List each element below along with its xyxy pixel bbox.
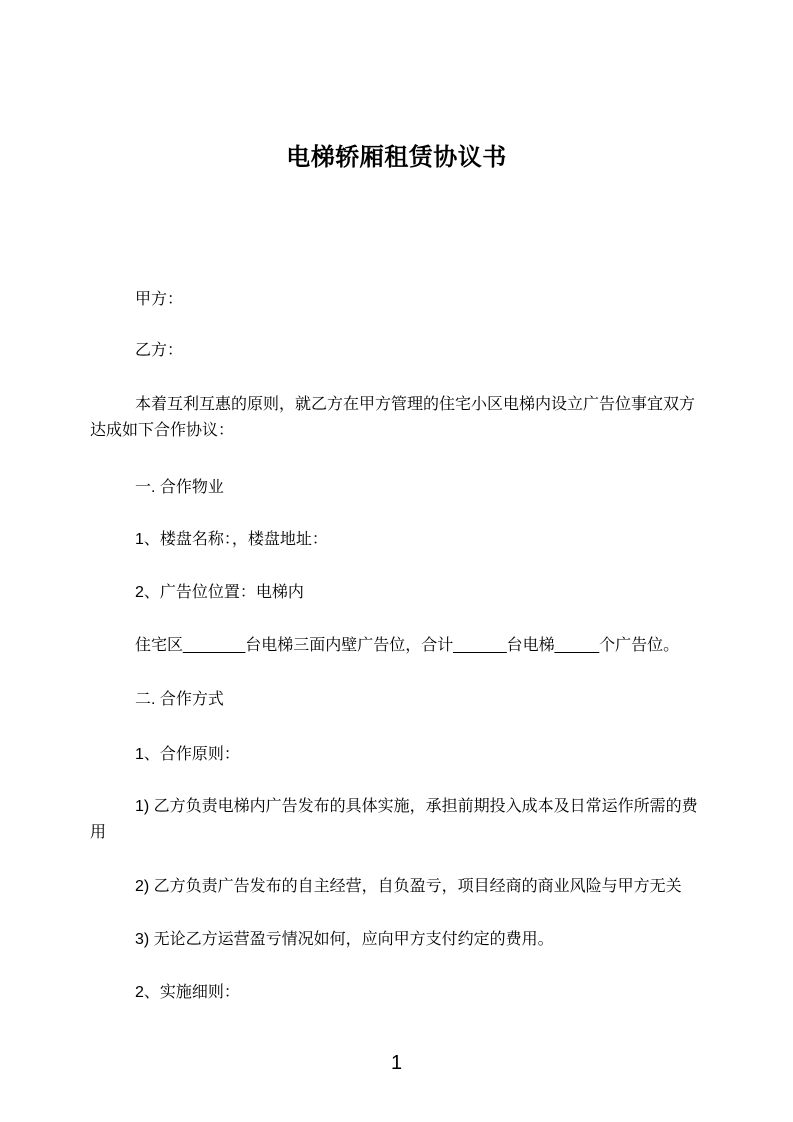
clause-principle-1 xyxy=(90,794,730,846)
clause-cooperation-principle xyxy=(90,742,730,768)
clause-principle-3 xyxy=(90,927,730,953)
intro-paragraph xyxy=(90,392,730,444)
paragraph-line: 2) 乙方负责广告发布的自主经营，自负盈亏，项目经商的商业风险与甲方无关 xyxy=(135,878,682,895)
section-1-heading xyxy=(90,475,730,501)
page-number: 1 xyxy=(390,1052,403,1074)
paragraph-line: 3) 无论乙方运营盈亏情况如何，应向甲方支付约定的费用。 xyxy=(135,931,554,948)
paragraph-line: 乙方： xyxy=(135,342,184,359)
paragraph-line: 用 xyxy=(90,824,107,841)
paragraph-line: 二. 合作方式 xyxy=(135,691,224,708)
paragraph-line: 一. 合作物业 xyxy=(135,479,224,496)
paragraph-line: 达成如下合作协议： xyxy=(90,422,235,439)
clause-principle-2 xyxy=(90,874,730,900)
party-a-label xyxy=(90,287,730,313)
paragraph-line: 2、实施细则： xyxy=(135,984,240,1001)
paragraph-line: 1) 乙方负责电梯内广告发布的具体实施，承担前期投入成本及日常运作所需的费 xyxy=(135,798,698,815)
paragraph-line: 本着互利互惠的原则，就乙方在甲方管理的住宅小区电梯内设立广告位事宜双方 xyxy=(135,396,696,413)
document-title: 电梯轿厢租赁协议书 xyxy=(286,144,507,171)
section-2-heading xyxy=(90,687,730,713)
paragraph-line: 1、合作原则： xyxy=(135,746,240,763)
clause-ad-position xyxy=(90,580,730,606)
paragraph-line: 住宅区_______台电梯三面内壁广告位，合计______台电梯_____个广告位。 xyxy=(135,637,680,654)
paragraph-line: 1、楼盘名称：，楼盘地址： xyxy=(135,531,328,548)
clause-elevator-count xyxy=(90,633,730,659)
paragraph-line: 2、广告位位置：电梯内 xyxy=(135,584,304,601)
party-b-label xyxy=(90,338,730,364)
paragraph-line: 甲方： xyxy=(135,291,184,308)
clause-implementation-rules xyxy=(90,980,730,1006)
clause-building-name xyxy=(90,527,730,553)
